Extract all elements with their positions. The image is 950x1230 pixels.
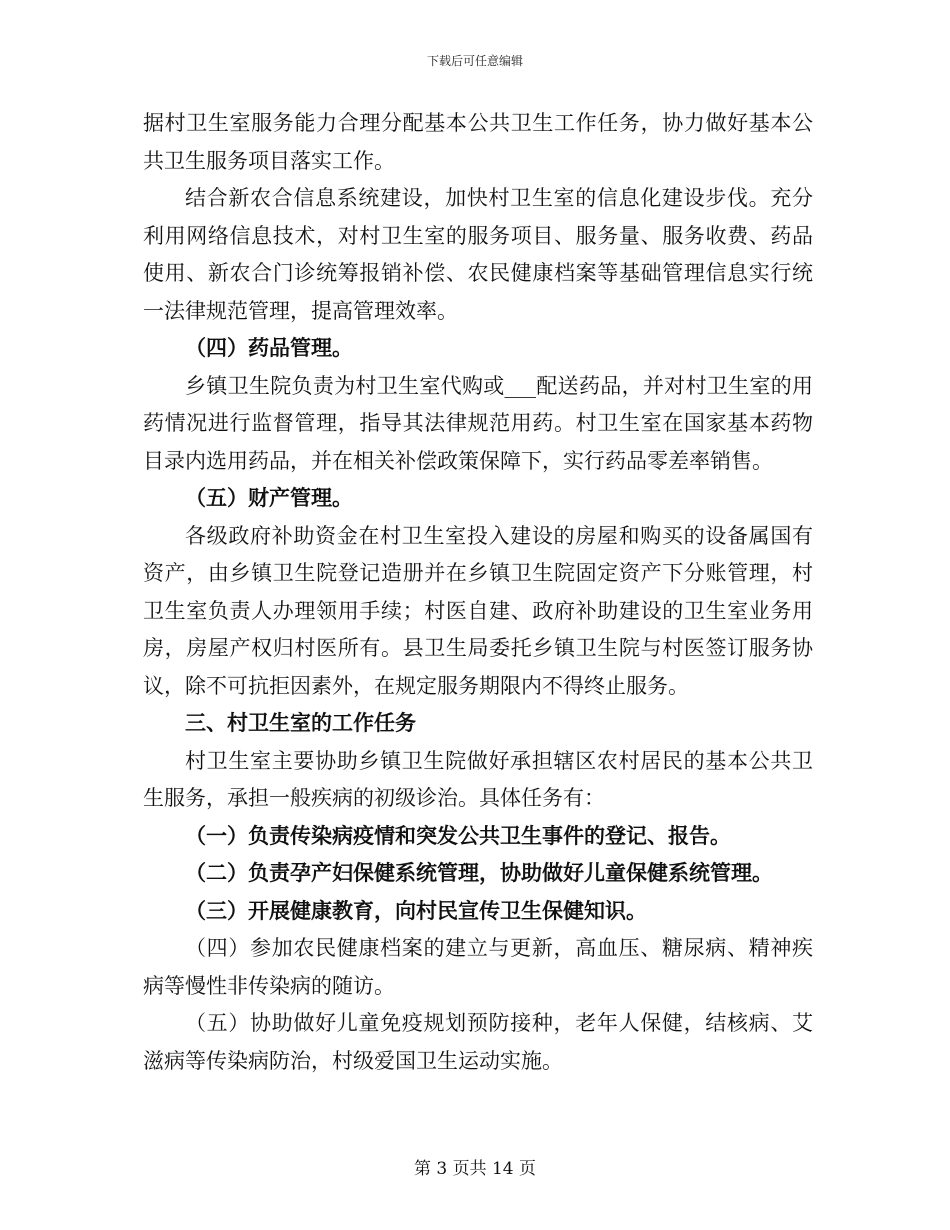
paragraph-information-system: 结合新农合信息系统建设，加快村卫生室的信息化建设步伐。充分利用网络信息技术，对村卫生室的服务项目、服务量、服务收费、药品使用、新农合门诊统筹报销补偿、农民健康档案等基础管理信息实行统一法律规范管理，提高管理效率。: [143, 186, 813, 323]
section-heading-work-tasks: 三、村卫生室的工作任务: [185, 711, 416, 735]
task-item-3: （三）开展健康教育，向村民宣传卫生保健知识。: [185, 898, 647, 923]
task-item-4: （四）参加农民健康档案的建立与更新，高血压、糖尿病、精神疾病等慢性非传染病的随访。: [143, 936, 813, 998]
paragraph-drug-management: 乡镇卫生院负责为村卫生室代购或___配送药品，并对村卫生室的用药情况进行监督管理，指导其法律规范用药。村卫生室在国家基本药物目录内选用药品，并在相关补偿政策保障下，实行药品零差率销售。: [143, 373, 813, 473]
task-item-5: （五）协助做好儿童免疫规划预防接种，老年人保健，结核病、艾滋病等传染病防治，村级爱国卫生运动实施。: [143, 1011, 813, 1073]
section-heading-property-management: （五）财产管理。: [185, 486, 353, 510]
page-header: 下载后可任意编辑: [426, 54, 523, 68]
section-heading-drug-management: （四）药品管理。: [185, 336, 353, 360]
paragraph-work-tasks-intro: 村卫生室主要协助乡镇卫生院做好承担辖区农村居民的基本公共卫生服务，承担一般疾病的初级诊治。具体任务有：: [143, 748, 813, 810]
task-item-2: （二）负责孕产妇保健系统管理，协助做好儿童保健系统管理。: [185, 861, 773, 885]
paragraph-continued: 据村卫生室服务能力合理分配基本公共卫生工作任务，协力做好基本公共卫生服务项目落实工作。: [143, 111, 813, 173]
paragraph-property-management: 各级政府补助资金在村卫生室投入建设的房屋和购买的设备属国有资产，由乡镇卫生院登记造册并在乡镇卫生院固定资产下分账管理，村卫生室负责人办理领用手续；村医自建、政府补助建设的卫生室业务用房，房屋产权归村医所有。县卫生局委托乡镇卫生院与村医签订服务协议，除不可抗拒因素外，在规定服务期限内不得终止服务。: [143, 523, 813, 698]
page-footer: 第 3 页共 14 页: [413, 1159, 537, 1179]
document-body: [143, 105, 813, 1080]
task-item-1: （一）负责传染病疫情和突发公共卫生事件的登记、报告。: [185, 823, 731, 848]
